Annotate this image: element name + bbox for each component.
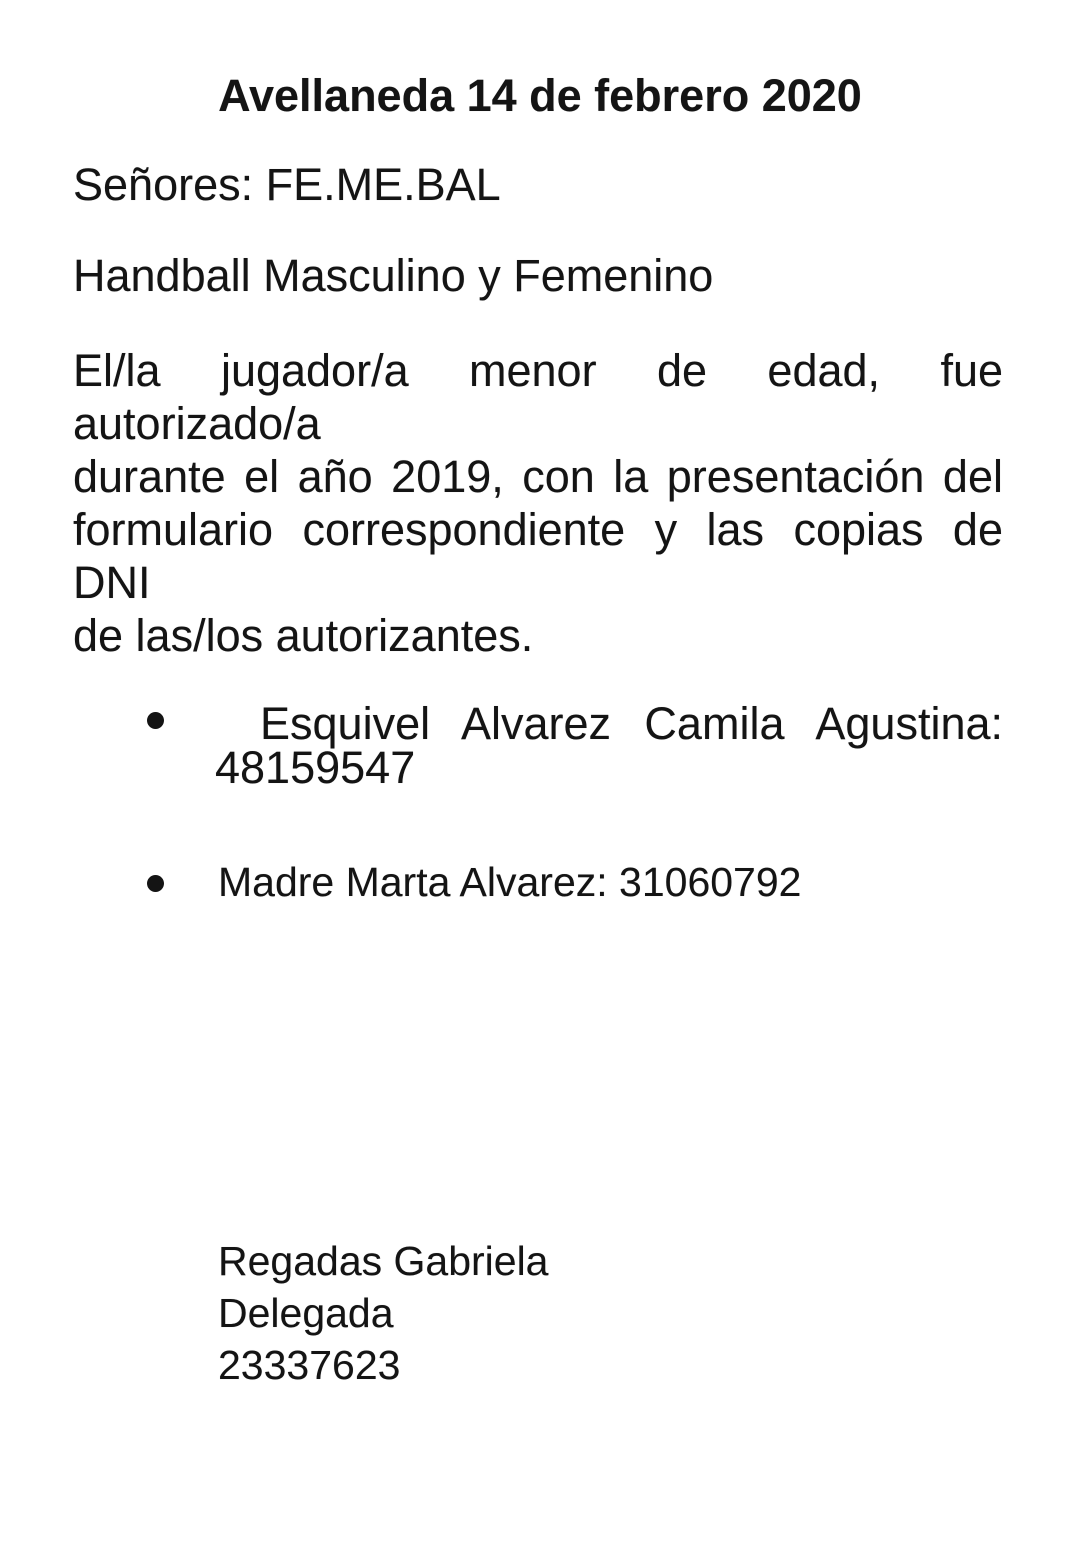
body-paragraph xyxy=(73,344,1003,662)
bullet-icon xyxy=(147,712,164,729)
body-paragraph-line: formulario correspondiente y las copias de DNI xyxy=(73,504,1003,608)
signature-name: Regadas Gabriela xyxy=(218,1238,549,1284)
signature-block xyxy=(218,1235,548,1391)
bullet-item-player-dni: 48159547 xyxy=(215,742,416,793)
recipient-line: Señores: FE.ME.BAL xyxy=(73,159,501,210)
date-heading: Avellaneda 14 de febrero 2020 xyxy=(218,70,862,121)
bullet-item-mother: Madre Marta Alvarez: 31060792 xyxy=(218,859,802,905)
body-paragraph-line: de las/los autorizantes. xyxy=(73,610,534,661)
body-paragraph-line: El/la jugador/a menor de edad, fue autorizado/a xyxy=(73,345,1003,449)
signature-number: 23337623 xyxy=(218,1342,401,1388)
bullet-item-player-name: Esquivel Alvarez Camila Agustina: xyxy=(260,698,1003,749)
bullet-icon xyxy=(147,875,164,892)
subject-line: Handball Masculino y Femenino xyxy=(73,250,714,301)
signature-role: Delegada xyxy=(218,1290,394,1336)
body-paragraph-line: durante el año 2019, con la presentación del xyxy=(73,451,1003,502)
